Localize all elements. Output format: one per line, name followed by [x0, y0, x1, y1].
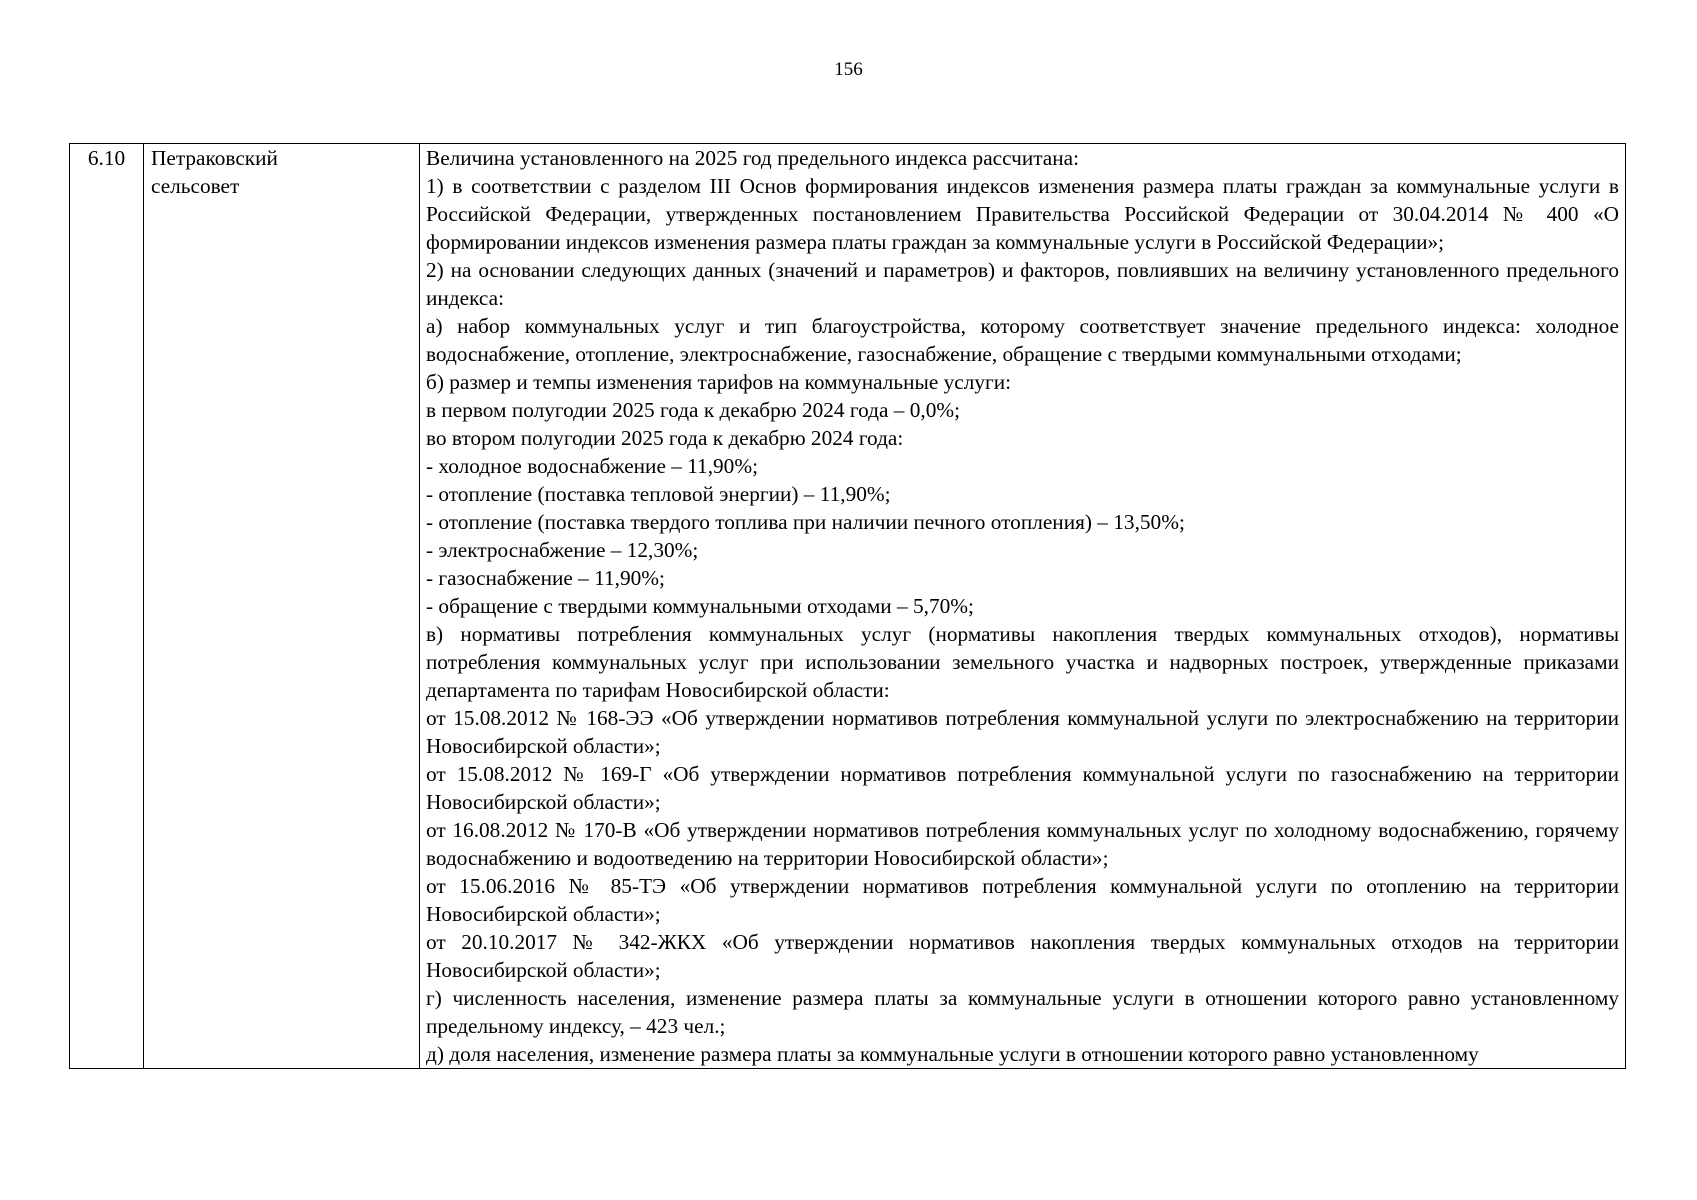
tariff-item-heating: - отопление (поставка тепловой энергии) – 11,90%;: [426, 482, 891, 506]
order-water-norms: от 16.08.2012 № 170-В «Об утверждении нормативов потребления коммунальных услуг по холодному водоснабжению, горячему водоснабжению и водоотведению на территории Новосибирской области»;: [426, 818, 1619, 870]
order-heating-norms: от 15.06.2016 № 85-ТЭ «Об утверждении нормативов потребления коммунальной услуги по отоплению на территории Новосибирской области»;: [426, 874, 1619, 926]
paragraph-legal-basis: 1) в соответствии с разделом III Основ формирования индексов изменения размера платы граждан за коммунальные услуги в Российской Федерации, утвержденных постановлением Правительства Российской Федерации от 30.04.2014 № 400 «О формировании индексов изменения размера платы граждан за коммунальные услуги в Российской Федерации»;: [426, 174, 1619, 254]
tariff-item-gas: - газоснабжение – 11,90%;: [426, 566, 665, 590]
paragraph-first-half: в первом полугодии 2025 года к декабрю 2024 года – 0,0%;: [426, 398, 961, 422]
tariff-item-cold-water: - холодное водоснабжение – 11,90%;: [426, 454, 758, 478]
page-number: 156: [834, 59, 863, 80]
paragraph-second-half: во втором полугодии 2025 года к декабрю 2024 года:: [426, 426, 904, 450]
paragraph-services-set: а) набор коммунальных услуг и тип благоустройства, которому соответствует значение предельного индекса: холодное водоснабжение, отопление, электроснабжение, газоснабжение, обращение с твердыми коммунальными отходами;: [426, 314, 1619, 366]
paragraph-intro: Величина установленного на 2025 год предельного индекса рассчитана:: [426, 146, 1080, 170]
order-gas-norms: от 15.08.2012 № 169-Г «Об утверждении нормативов потребления коммунальной услуги по газоснабжению на территории Новосибирской области»;: [426, 762, 1619, 814]
municipality-name-line: Петраковский: [151, 146, 278, 170]
row-number-cell: [70, 144, 144, 1069]
regions-index-table: [69, 143, 1626, 1069]
municipality-name-line: сельсовет: [151, 174, 240, 198]
justification-text-cell: [420, 144, 1626, 1069]
order-waste-norms: от 20.10.2017 № 342-ЖКХ «Об утверждении нормативов накопления твердых коммунальных отходов на территории Новосибирской области»;: [426, 930, 1619, 982]
row-number: 6.10: [87, 146, 126, 170]
paragraph-consumption-norms: в) нормативы потребления коммунальных услуг (нормативы накопления твердых коммунальных отходов), нормативы потребления коммунальных услуг при использовании земельного участка и надворных построек, утвержденные приказами департамента по тарифам Новосибирской области:: [426, 622, 1619, 702]
paragraph-population-count: г) численность населения, изменение размера платы за коммунальные услуги в отношении которого равно установленному предельному индексу, – 423 чел.;: [426, 986, 1619, 1038]
tariff-item-solid-waste: - обращение с твердыми коммунальными отходами – 5,70%;: [426, 594, 974, 618]
table-row: [70, 144, 1626, 1069]
paragraph-data-factors: 2) на основании следующих данных (значений и параметров) и факторов, повлиявших на величину установленного предельного индекса:: [426, 258, 1619, 310]
paragraph-tariff-rates-heading: б) размер и темпы изменения тарифов на коммунальные услуги:: [426, 370, 1012, 394]
municipality-cell: [144, 144, 420, 1069]
tariff-item-heating-solid-fuel: - отопление (поставка твердого топлива при наличии печного отопления) – 13,50%;: [426, 510, 1185, 534]
paragraph-population-share: д) доля населения, изменение размера платы за коммунальные услуги в отношении которого равно установленному: [426, 1042, 1479, 1066]
order-electricity-norms: от 15.08.2012 № 168-ЭЭ «Об утверждении нормативов потребления коммунальной услуги по электроснабжению на территории Новосибирской области»;: [426, 706, 1619, 758]
tariff-item-electricity: - электроснабжение – 12,30%;: [426, 538, 699, 562]
